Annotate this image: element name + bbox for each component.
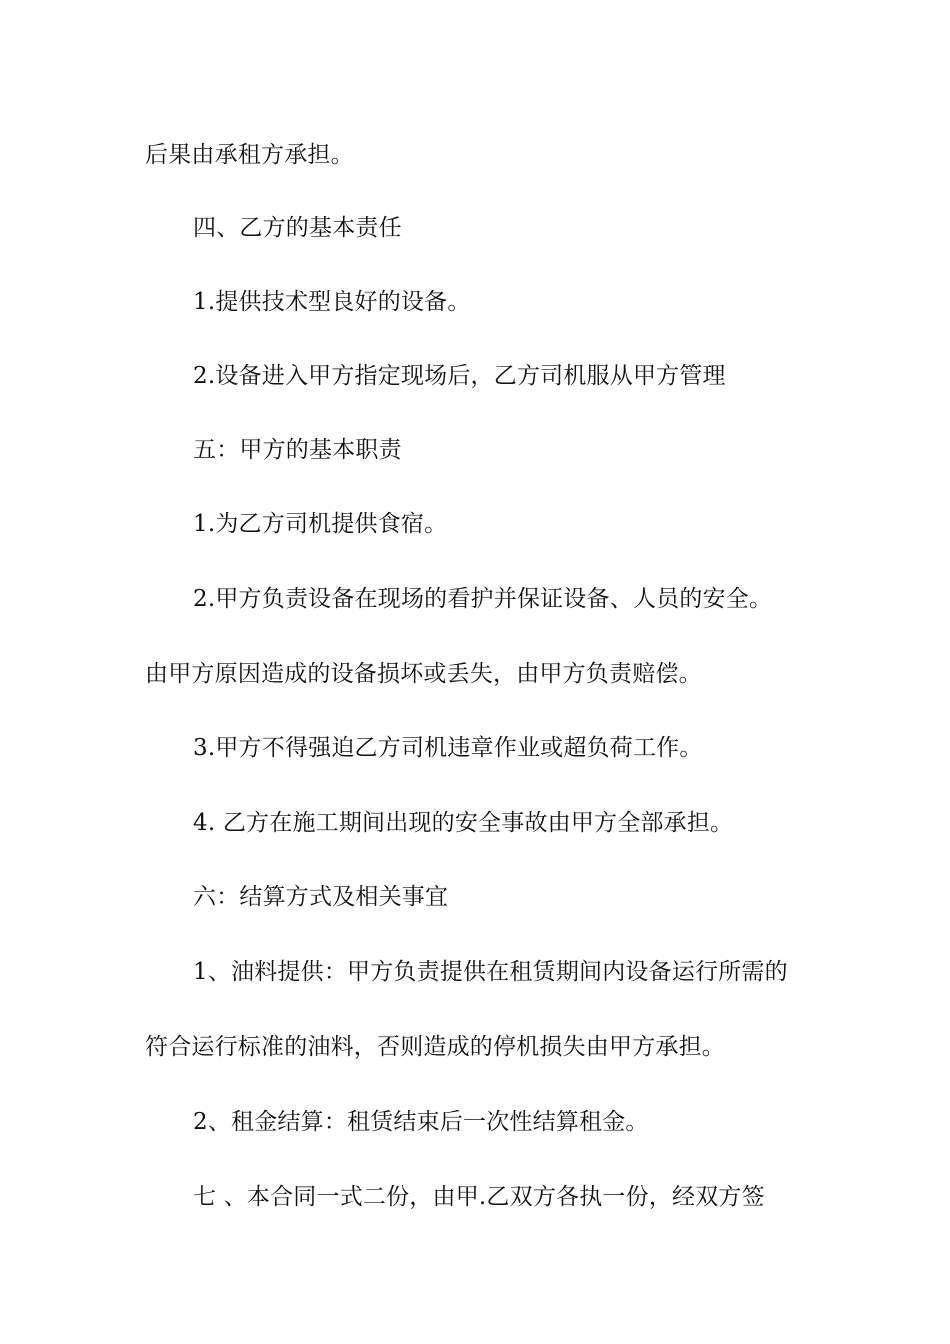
list-item-party-a-2-continuation: 由甲方原因造成的设备损坏或丢失，由甲方负责赔偿。 <box>145 661 702 687</box>
list-item-party-a-1: 1.为乙方司机提供食宿。 <box>193 511 448 537</box>
section-heading-party-a-duties: 五：甲方的基本职责 <box>193 437 402 463</box>
list-item-party-a-4: 4. 乙方在施工期间出现的安全事故由甲方全部承担。 <box>193 810 734 836</box>
section-heading-copies: 七 、本合同一式二份，由甲.乙双方各执一份，经双方签 <box>193 1184 765 1210</box>
list-item-party-a-2: 2.甲方负责设备在现场的看护并保证设备、人员的安全。 <box>193 586 773 612</box>
section-heading-party-b-duties: 四、乙方的基本责任 <box>193 215 402 241</box>
list-item-party-b-1: 1.提供技术型良好的设备。 <box>193 289 471 315</box>
list-item-settlement-1: 1、油料提供：甲方负责提供在租赁期间内设备运行所需的 <box>193 959 788 985</box>
list-item-settlement-1-continuation: 符合运行标准的油料，否则造成的停机损失由甲方承担。 <box>145 1034 725 1060</box>
list-item-settlement-2: 2、租金结算：租赁结束后一次性结算租金。 <box>193 1109 649 1135</box>
section-heading-settlement: 六：结算方式及相关事宜 <box>193 884 449 910</box>
paragraph-continuation-line: 后果由承租方承担。 <box>145 142 354 168</box>
list-item-party-a-3: 3.甲方不得强迫乙方司机违章作业或超负荷工作。 <box>193 735 703 761</box>
list-item-party-b-2: 2.设备进入甲方指定现场后，乙方司机服从甲方管理 <box>193 363 726 389</box>
